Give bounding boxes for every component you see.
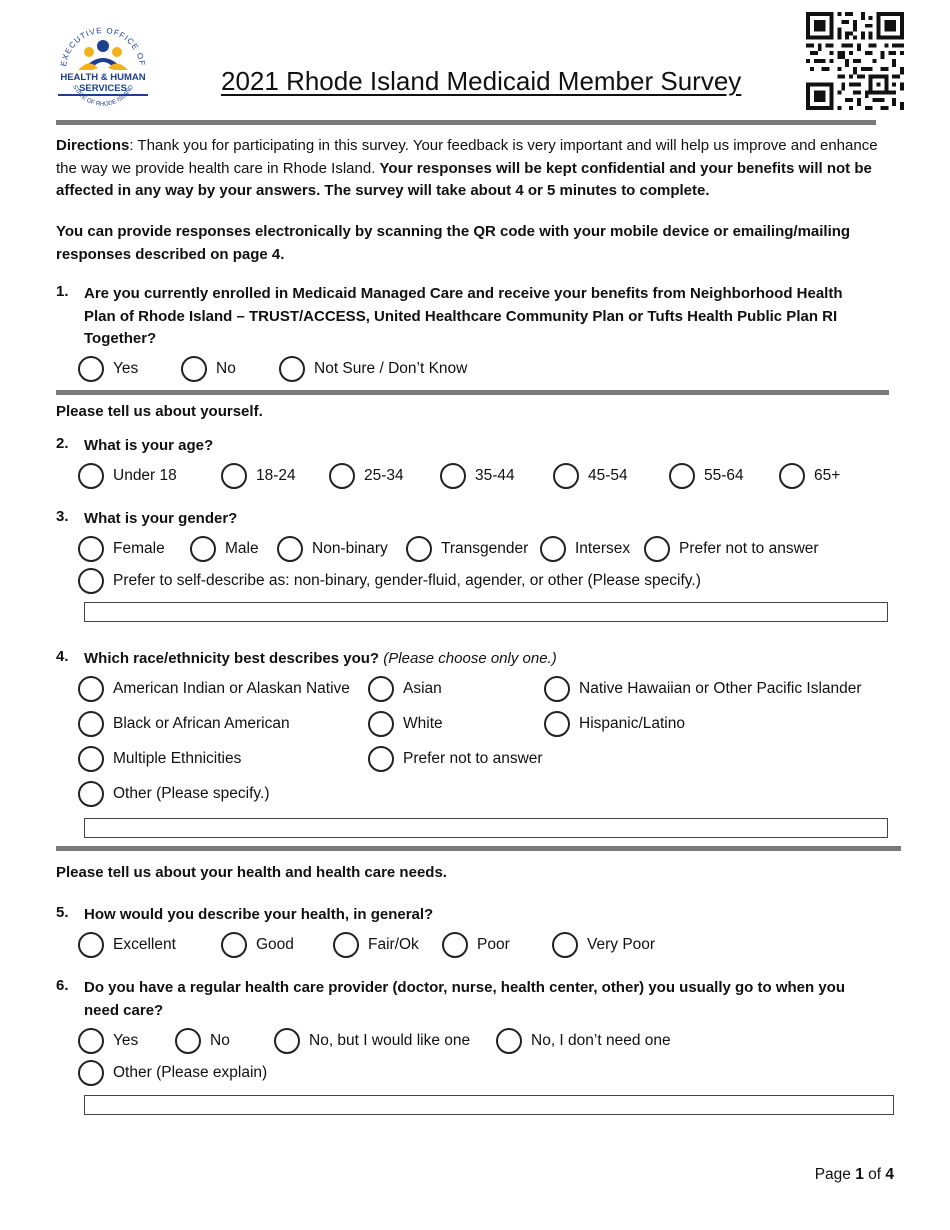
q6-option-other[interactable]: Other (Please explain): [78, 1058, 267, 1088]
radio-button[interactable]: [553, 463, 579, 489]
q6-option-yes[interactable]: Yes: [78, 1026, 138, 1056]
radio-button[interactable]: [368, 676, 394, 702]
radio-button[interactable]: [221, 463, 247, 489]
q4-option-asian[interactable]: Asian: [368, 674, 442, 704]
qr-code[interactable]: [806, 12, 904, 110]
section-heading-health: Please tell us about your health and health care needs.: [56, 864, 447, 881]
radio-button[interactable]: [175, 1028, 201, 1054]
radio-button[interactable]: [78, 463, 104, 489]
radio-button[interactable]: [78, 781, 104, 807]
q4-option-black[interactable]: Black or African American: [78, 709, 290, 739]
section-divider-1: [56, 390, 889, 395]
q6-option-no-would-like[interactable]: No, but I would like one: [274, 1026, 470, 1056]
radio-button[interactable]: [669, 463, 695, 489]
svg-text:STATE OF RHODE ISLAND: STATE OF RHODE ISLAND: [71, 84, 135, 108]
radio-button[interactable]: [329, 463, 355, 489]
q2-option-35-44[interactable]: 35-44: [440, 461, 515, 491]
q5-question: How would you describe your health, in general?: [84, 906, 434, 923]
radio-button[interactable]: [78, 1060, 104, 1086]
q2-option-45-54[interactable]: 45-54: [553, 461, 628, 491]
q1-option-yes[interactable]: Yes: [78, 354, 138, 384]
svg-text:SERVICES: SERVICES: [79, 83, 127, 94]
q2-number: 2.: [56, 435, 69, 452]
radio-button[interactable]: [78, 568, 104, 594]
q6-number: 6.: [56, 977, 69, 994]
q3-self-describe-input[interactable]: [84, 602, 888, 622]
directions-paragraph: [56, 135, 886, 203]
q5-option-excellent[interactable]: Excellent: [78, 930, 176, 960]
radio-button[interactable]: [279, 356, 305, 382]
q4-question-text: Which race/ethnicity best describes you?: [84, 650, 380, 667]
radio-button[interactable]: [544, 676, 570, 702]
eohhs-logo: [52, 18, 154, 120]
q5-option-poor[interactable]: Poor: [442, 930, 510, 960]
radio-button[interactable]: [644, 536, 670, 562]
directions-text: : Thank you for participating in this survey. Your feedback is very important and will help us improve and enhance the way we provide health care in Rhode Island.: [56, 137, 878, 177]
q4-option-prefer-not[interactable]: Prefer not to answer: [368, 744, 543, 774]
q4-option-multiple[interactable]: Multiple Ethnicities: [78, 744, 241, 774]
q1-number: 1.: [56, 283, 69, 300]
directions-label: Directions: [56, 137, 130, 154]
q3-question: What is your gender?: [84, 510, 238, 527]
q6-option-no[interactable]: No: [175, 1026, 230, 1056]
svg-text:HEALTH & HUMAN: HEALTH & HUMAN: [60, 72, 146, 83]
q3-number: 3.: [56, 508, 69, 525]
radio-button[interactable]: [274, 1028, 300, 1054]
radio-button[interactable]: [552, 932, 578, 958]
radio-button[interactable]: [78, 536, 104, 562]
radio-button[interactable]: [440, 463, 466, 489]
q6-other-input[interactable]: [84, 1095, 894, 1115]
radio-button[interactable]: [190, 536, 216, 562]
q4-option-other[interactable]: Other (Please specify.): [78, 779, 270, 809]
radio-button[interactable]: [779, 463, 805, 489]
q3-option-female[interactable]: Female: [78, 534, 165, 564]
q5-option-fair[interactable]: Fair/Ok: [333, 930, 419, 960]
q6-question: Do you have a regular health care provider (doctor, nurse, health center, other) you usually go to when you need care?: [84, 979, 845, 1019]
radio-button[interactable]: [78, 356, 104, 382]
q2-option-65-plus[interactable]: 65+: [779, 461, 840, 491]
radio-button[interactable]: [368, 746, 394, 772]
radio-button[interactable]: [496, 1028, 522, 1054]
q4-question: [84, 648, 874, 671]
q4-other-input[interactable]: [84, 818, 888, 838]
q2-option-25-34[interactable]: 25-34: [329, 461, 404, 491]
q2-question: What is your age?: [84, 437, 214, 454]
q5-option-very-poor[interactable]: Very Poor: [552, 930, 655, 960]
electronic-response-note: You can provide responses electronically by scanning the QR code with your mobile device or emailing/mailing responses described on page 4.: [56, 223, 851, 263]
radio-button[interactable]: [181, 356, 207, 382]
radio-button[interactable]: [333, 932, 359, 958]
radio-button[interactable]: [78, 1028, 104, 1054]
radio-button[interactable]: [277, 536, 303, 562]
q3-option-prefer-not[interactable]: Prefer not to answer: [644, 534, 819, 564]
radio-button[interactable]: [78, 676, 104, 702]
q1-question: Are you currently enrolled in Medicaid Managed Care and receive your benefits from Neighborhood Health Plan of Rhode Island – TRUST/ACCESS, United Healthcare Community Plan or Tufts Health Public Plan RI Together?: [84, 285, 843, 347]
radio-button[interactable]: [78, 932, 104, 958]
q5-option-good[interactable]: Good: [221, 930, 294, 960]
svg-text:EXECUTIVE OFFICE OF: EXECUTIVE OFFICE OF: [59, 25, 147, 67]
page-number: Page 1 of 4: [814, 1166, 894, 1183]
radio-button[interactable]: [78, 711, 104, 737]
radio-button[interactable]: [406, 536, 432, 562]
q4-option-native-hawaiian[interactable]: Native Hawaiian or Other Pacific Islander: [544, 674, 862, 704]
section-heading-about-you: Please tell us about yourself.: [56, 403, 263, 420]
page-title: 2021 Rhode Island Medicaid Member Survey: [221, 66, 742, 96]
q5-number: 5.: [56, 904, 69, 921]
q1-option-not-sure[interactable]: Not Sure / Don’t Know: [279, 354, 467, 384]
q3-option-intersex[interactable]: Intersex: [540, 534, 630, 564]
radio-button[interactable]: [221, 932, 247, 958]
q4-question-note: (Please choose only one.): [383, 650, 557, 667]
directions-confidential-text: Your responses will be kept confidential and your benefits will not be affected in any way by your answers. The survey will take about 4 or 5 minutes to complete.: [56, 159, 872, 199]
radio-button[interactable]: [78, 746, 104, 772]
q1-option-no[interactable]: No: [181, 354, 236, 384]
radio-button[interactable]: [544, 711, 570, 737]
q3-option-transgender[interactable]: Transgender: [406, 534, 528, 564]
radio-button[interactable]: [540, 536, 566, 562]
q3-option-male[interactable]: Male: [190, 534, 259, 564]
q4-option-hispanic[interactable]: Hispanic/Latino: [544, 709, 685, 739]
q3-option-non-binary[interactable]: Non-binary: [277, 534, 388, 564]
q2-option-18-24[interactable]: 18-24: [221, 461, 296, 491]
q6-option-no-dont-need[interactable]: No, I don’t need one: [496, 1026, 671, 1056]
section-divider-2: [56, 846, 901, 851]
radio-button[interactable]: [368, 711, 394, 737]
q4-number: 4.: [56, 648, 69, 665]
q3-option-self-describe[interactable]: Prefer to self-describe as: non-binary, gender-fluid, agender, or other (Please specify.): [78, 566, 701, 596]
q2-option-55-64[interactable]: 55-64: [669, 461, 744, 491]
q4-option-american-indian[interactable]: American Indian or Alaskan Native: [78, 674, 350, 704]
q4-option-white[interactable]: White: [368, 709, 443, 739]
header-divider: [56, 120, 876, 125]
radio-button[interactable]: [442, 932, 468, 958]
q2-option-under-18[interactable]: Under 18: [78, 461, 177, 491]
